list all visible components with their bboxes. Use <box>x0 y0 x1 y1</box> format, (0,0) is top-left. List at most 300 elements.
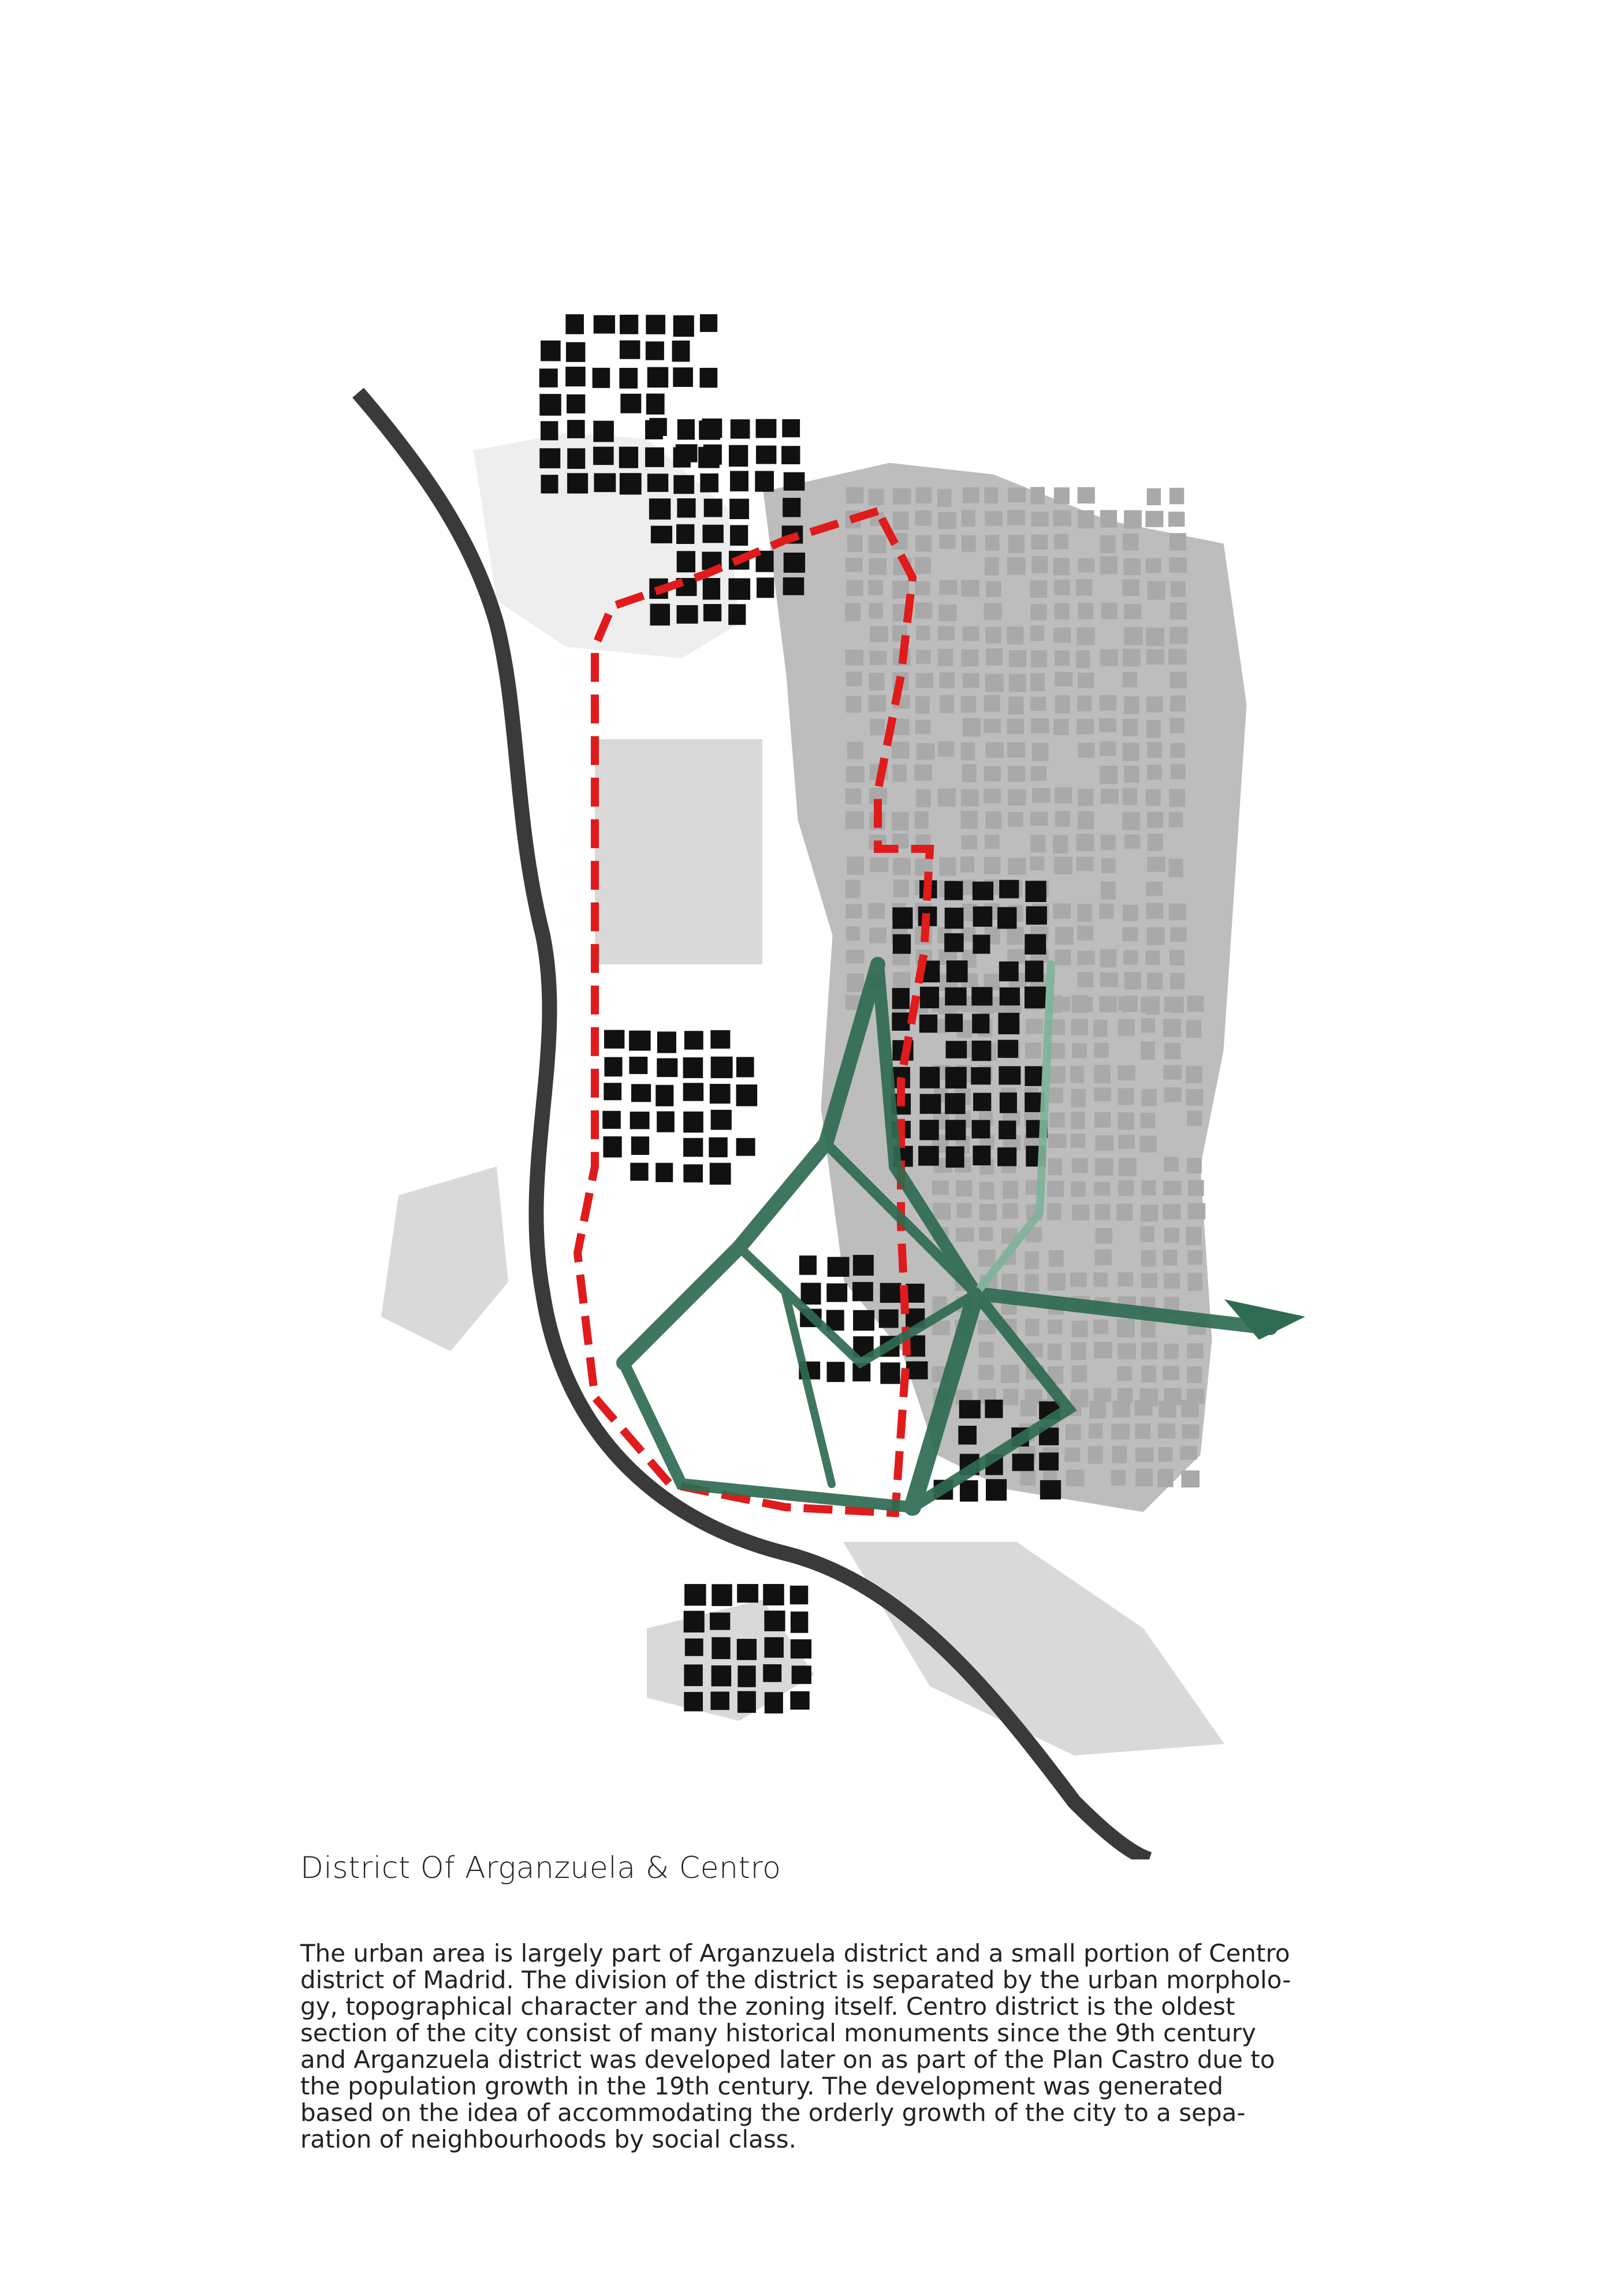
building-block <box>1169 672 1187 688</box>
building-block <box>1025 961 1044 982</box>
building-block <box>1054 580 1070 595</box>
building-block <box>677 551 695 572</box>
building-block <box>1164 1087 1182 1102</box>
building-block <box>710 1691 729 1710</box>
building-block <box>1111 1424 1130 1440</box>
building-block <box>684 1611 705 1632</box>
building-block <box>1116 1203 1133 1221</box>
building-block <box>1147 489 1161 505</box>
building-block <box>539 368 558 387</box>
building-block <box>1025 1251 1039 1269</box>
building-block <box>1071 1181 1086 1197</box>
building-block <box>1078 510 1094 529</box>
building-block <box>728 604 746 625</box>
building-block <box>946 1041 967 1058</box>
building-block <box>1170 973 1185 989</box>
building-block <box>1048 1273 1066 1290</box>
building-block <box>1093 1388 1111 1403</box>
building-block <box>984 603 1002 620</box>
building-block <box>893 972 911 987</box>
building-block <box>1163 1250 1178 1265</box>
building-block <box>594 473 616 492</box>
building-block <box>847 535 863 552</box>
building-block <box>846 766 865 782</box>
building-block <box>869 603 882 618</box>
building-block <box>1094 1249 1112 1265</box>
building-block <box>1100 766 1118 784</box>
building-block <box>764 1611 785 1631</box>
building-block <box>1099 718 1116 732</box>
building-block <box>1118 1088 1134 1105</box>
building-block <box>1055 603 1070 619</box>
building-block <box>1122 812 1140 830</box>
building-block <box>1170 695 1185 711</box>
building-block <box>916 650 931 664</box>
building-block <box>1094 1087 1111 1101</box>
building-block <box>1070 1066 1084 1083</box>
building-block <box>916 625 930 640</box>
building-block <box>649 418 666 436</box>
building-block <box>629 1057 647 1074</box>
building-block <box>1008 535 1025 553</box>
building-block <box>1100 949 1117 967</box>
building-block <box>712 1665 731 1686</box>
building-block <box>1124 627 1142 646</box>
building-block <box>1123 649 1141 667</box>
building-block <box>604 1083 621 1100</box>
building-block <box>999 1121 1016 1139</box>
building-block <box>984 719 1001 733</box>
building-block <box>647 367 668 388</box>
building-block <box>1123 534 1139 550</box>
building-block <box>1077 695 1092 711</box>
building-block <box>984 695 1000 712</box>
building-block <box>1071 1019 1088 1035</box>
building-block <box>593 447 614 465</box>
building-block <box>1053 558 1070 575</box>
building-block <box>1078 743 1094 758</box>
building-block <box>1049 1250 1064 1266</box>
building-block <box>852 1282 873 1301</box>
building-block <box>1072 1158 1088 1173</box>
building-block <box>1095 1204 1111 1220</box>
building-block <box>1164 1157 1179 1171</box>
building-block <box>1170 718 1185 733</box>
building-block <box>918 1146 939 1165</box>
building-block <box>1031 512 1049 526</box>
building-block <box>1141 1342 1157 1359</box>
building-block <box>1187 1110 1202 1126</box>
building-block <box>1101 881 1116 899</box>
building-block <box>1096 1135 1114 1151</box>
building-block <box>932 1180 949 1195</box>
building-block <box>737 1584 758 1602</box>
caption-line: The urban area is largely part of Arganzuela district and a small portion of Centro <box>300 1939 1290 1967</box>
building-block <box>1053 835 1068 853</box>
building-block <box>938 649 953 666</box>
building-block <box>1169 950 1185 966</box>
building-block <box>1030 580 1048 598</box>
building-block <box>1094 1182 1110 1196</box>
caption-line: district of Madrid. The division of the district is separated by the urban morpholo- <box>300 1966 1291 1994</box>
building-block <box>893 489 911 505</box>
building-block <box>1007 510 1025 525</box>
building-block <box>893 879 909 897</box>
building-block <box>1147 742 1161 758</box>
building-block <box>1099 996 1117 1013</box>
building-block <box>938 605 956 621</box>
building-block <box>1141 1320 1156 1338</box>
building-block <box>620 473 642 494</box>
building-block <box>868 489 884 506</box>
building-block <box>945 908 964 929</box>
building-block <box>1096 1228 1112 1244</box>
building-block <box>998 1040 1018 1058</box>
building-block <box>985 811 1001 829</box>
building-block <box>915 811 929 829</box>
building-block <box>1020 1400 1037 1417</box>
building-block <box>999 961 1019 981</box>
building-block <box>1008 858 1026 875</box>
building-block <box>1135 1468 1152 1486</box>
building-block <box>1030 625 1044 641</box>
building-block <box>604 1057 622 1077</box>
building-block <box>972 1041 992 1061</box>
building-block <box>892 1012 910 1030</box>
building-block <box>998 1013 1019 1034</box>
building-block <box>684 1584 706 1605</box>
building-block <box>620 394 641 413</box>
building-block <box>978 1250 996 1267</box>
building-block <box>631 1136 649 1155</box>
building-block <box>845 788 862 804</box>
building-block <box>677 419 695 439</box>
building-block <box>1100 535 1116 553</box>
building-block <box>1070 1273 1087 1287</box>
building-block <box>916 487 932 504</box>
building-block <box>677 498 695 518</box>
building-block <box>1054 487 1070 504</box>
building-block <box>1187 1158 1202 1173</box>
building-block <box>1111 1470 1126 1485</box>
building-block <box>646 341 664 360</box>
building-block <box>1186 1089 1203 1106</box>
building-block <box>947 960 968 982</box>
building-block <box>916 789 931 807</box>
building-block <box>868 535 886 553</box>
building-block <box>1142 1180 1156 1195</box>
building-block <box>892 988 910 1009</box>
building-block <box>944 933 963 952</box>
building-block <box>1118 1135 1135 1149</box>
building-block <box>971 1120 990 1138</box>
building-block <box>845 603 861 621</box>
building-block <box>1146 558 1161 573</box>
building-block <box>602 1111 621 1129</box>
building-block <box>782 419 800 437</box>
building-block <box>1093 1320 1108 1334</box>
building-block <box>790 1691 809 1710</box>
building-block <box>712 1637 730 1659</box>
building-block <box>956 1203 971 1218</box>
building-block <box>1002 1203 1018 1219</box>
building-block <box>783 498 800 517</box>
building-block <box>870 858 888 872</box>
building-block <box>1072 995 1088 1013</box>
building-block <box>567 448 585 469</box>
building-block <box>1077 926 1093 941</box>
building-block <box>1163 1019 1181 1037</box>
building-block <box>1048 1158 1062 1175</box>
building-block <box>593 421 614 442</box>
building-block <box>920 1067 940 1088</box>
building-block <box>731 419 750 438</box>
building-block <box>1001 1365 1019 1383</box>
building-block <box>620 340 640 359</box>
building-block <box>1124 604 1141 619</box>
building-block <box>1141 1042 1155 1060</box>
building-block <box>938 788 956 806</box>
building-block <box>1164 1228 1179 1243</box>
building-block <box>673 475 694 494</box>
building-block <box>1182 1424 1199 1438</box>
building-block <box>1007 718 1024 734</box>
building-block <box>1026 906 1046 925</box>
building-block <box>997 907 1016 929</box>
building-block <box>646 315 665 334</box>
building-block <box>1007 743 1025 758</box>
building-block <box>649 498 671 519</box>
caption-line: and Arganzuela district was developed later on as part of the Plan Castro due to <box>300 2045 1275 2074</box>
building-block <box>870 719 885 736</box>
building-block <box>1169 488 1184 504</box>
building-block <box>1142 1366 1157 1382</box>
building-block <box>1020 1471 1036 1485</box>
building-block <box>650 603 670 625</box>
caption <box>300 1851 1398 2153</box>
building-block <box>737 1691 756 1713</box>
building-block <box>1123 950 1138 964</box>
building-block <box>1053 903 1071 919</box>
building-block <box>962 835 978 849</box>
building-block <box>657 1058 677 1078</box>
building-block <box>1078 789 1094 806</box>
building-block <box>1099 904 1113 919</box>
building-block <box>1072 1205 1089 1221</box>
building-block <box>1030 604 1046 620</box>
building-block <box>853 1310 874 1331</box>
building-block <box>985 835 1000 849</box>
building-block <box>1164 997 1181 1012</box>
building-block <box>781 446 800 464</box>
building-block <box>1064 1448 1080 1462</box>
building-block <box>730 471 748 491</box>
building-block <box>1030 835 1045 853</box>
building-block <box>1123 743 1139 761</box>
caption-line: ration of neighbourhoods by social class. <box>300 2125 797 2153</box>
building-block <box>915 696 930 714</box>
building-block <box>765 1692 783 1713</box>
building-block <box>1030 856 1044 870</box>
building-block <box>945 1093 965 1114</box>
building-block <box>1071 1112 1085 1129</box>
building-block <box>1118 997 1133 1011</box>
building-block <box>1055 927 1074 945</box>
building-block <box>1066 1424 1081 1440</box>
building-block <box>683 1164 703 1182</box>
building-block <box>963 487 979 504</box>
building-block <box>1047 1181 1064 1197</box>
building-block <box>944 881 963 900</box>
building-block <box>1118 1388 1133 1403</box>
building-block <box>729 445 748 467</box>
building-block <box>1094 1273 1108 1287</box>
building-block <box>1118 1180 1134 1196</box>
building-block <box>973 882 993 900</box>
building-block <box>959 1400 981 1418</box>
building-block <box>801 1283 821 1304</box>
building-block <box>1048 1087 1063 1103</box>
building-block <box>1055 811 1070 827</box>
building-block <box>853 1255 874 1276</box>
building-block <box>979 1227 993 1241</box>
building-block <box>869 673 885 691</box>
building-block <box>703 445 722 465</box>
building-block <box>1100 741 1116 756</box>
building-block <box>978 1365 994 1380</box>
building-block <box>985 1400 1003 1418</box>
building-block <box>961 789 979 807</box>
building-block <box>1094 1112 1111 1128</box>
building-block <box>1076 579 1092 595</box>
building-block <box>710 1030 730 1049</box>
building-block <box>729 499 749 519</box>
building-block <box>1122 579 1139 596</box>
building-block <box>629 1031 651 1051</box>
building-block <box>1055 695 1070 714</box>
building-block <box>1164 1043 1180 1059</box>
building-block <box>1169 533 1186 551</box>
building-block <box>869 927 887 943</box>
building-block <box>1147 972 1163 989</box>
building-block <box>1168 859 1183 877</box>
building-block <box>961 580 979 597</box>
building-block <box>1048 1134 1067 1148</box>
building-block <box>939 580 957 595</box>
building-block <box>1089 1401 1105 1419</box>
building-block <box>846 580 863 596</box>
building-block <box>703 604 721 621</box>
building-block <box>1031 650 1047 668</box>
building-block <box>1025 934 1046 955</box>
district-map <box>323 300 1317 1859</box>
building-block <box>845 558 863 572</box>
building-block <box>847 741 863 759</box>
building-block <box>1170 602 1187 620</box>
building-block <box>1187 1343 1204 1358</box>
building-block <box>619 447 638 468</box>
building-block <box>985 674 1004 692</box>
building-block <box>828 1257 850 1277</box>
map-svg <box>323 300 1317 1859</box>
building-block <box>1168 649 1186 665</box>
building-block <box>1112 1446 1127 1463</box>
building-block <box>1078 603 1093 620</box>
building-block <box>1100 695 1117 711</box>
building-block <box>1169 627 1187 644</box>
building-block <box>1008 789 1026 806</box>
building-block <box>1003 1181 1018 1199</box>
building-block <box>1159 1401 1176 1418</box>
building-block <box>1146 903 1164 919</box>
building-block <box>986 648 1003 665</box>
building-block <box>1048 1320 1063 1334</box>
caption-line: gy, topographical character and the zoning itself. Centro district is the oldest <box>300 1992 1235 2021</box>
building-block <box>1054 857 1072 874</box>
building-block <box>893 765 907 782</box>
building-block <box>728 578 750 599</box>
building-block <box>1071 1134 1086 1147</box>
building-block <box>1135 1448 1153 1462</box>
building-block <box>1123 788 1138 806</box>
building-block <box>1009 650 1026 667</box>
building-block <box>1170 927 1186 942</box>
building-block <box>711 1110 732 1130</box>
building-block <box>710 1163 731 1185</box>
building-block <box>672 341 690 362</box>
building-block <box>1171 581 1186 597</box>
building-block <box>764 1637 783 1657</box>
building-block <box>1169 557 1187 572</box>
building-block <box>972 1014 989 1034</box>
building-block <box>845 650 863 665</box>
building-block <box>704 499 722 517</box>
building-block <box>827 1362 845 1382</box>
building-block <box>1168 512 1185 527</box>
building-block <box>1124 510 1142 529</box>
building-block <box>1117 1319 1135 1337</box>
building-block <box>1088 1446 1103 1463</box>
building-block <box>1186 1066 1202 1083</box>
building-block <box>986 1479 1007 1500</box>
building-block <box>1146 649 1164 665</box>
building-block <box>1101 602 1117 619</box>
building-block <box>1124 766 1139 782</box>
building-block <box>945 987 966 1005</box>
building-block <box>1147 765 1162 780</box>
building-block <box>917 743 935 760</box>
building-block <box>1008 766 1025 781</box>
building-block <box>1031 718 1049 733</box>
building-block <box>1146 628 1164 646</box>
building-block <box>962 535 976 552</box>
building-block <box>1031 535 1048 550</box>
building-block <box>915 720 930 735</box>
building-block <box>630 1112 650 1129</box>
building-block <box>1187 1366 1202 1383</box>
building-block <box>945 1067 967 1089</box>
building-block <box>1101 789 1119 804</box>
building-block <box>1071 1365 1087 1382</box>
building-block <box>961 650 978 667</box>
building-block <box>1134 1400 1152 1415</box>
building-block <box>939 672 955 688</box>
building-block <box>1188 1273 1203 1291</box>
building-block <box>1094 1065 1111 1083</box>
building-block <box>892 812 909 830</box>
building-block <box>1163 1065 1182 1080</box>
building-block <box>757 577 774 598</box>
